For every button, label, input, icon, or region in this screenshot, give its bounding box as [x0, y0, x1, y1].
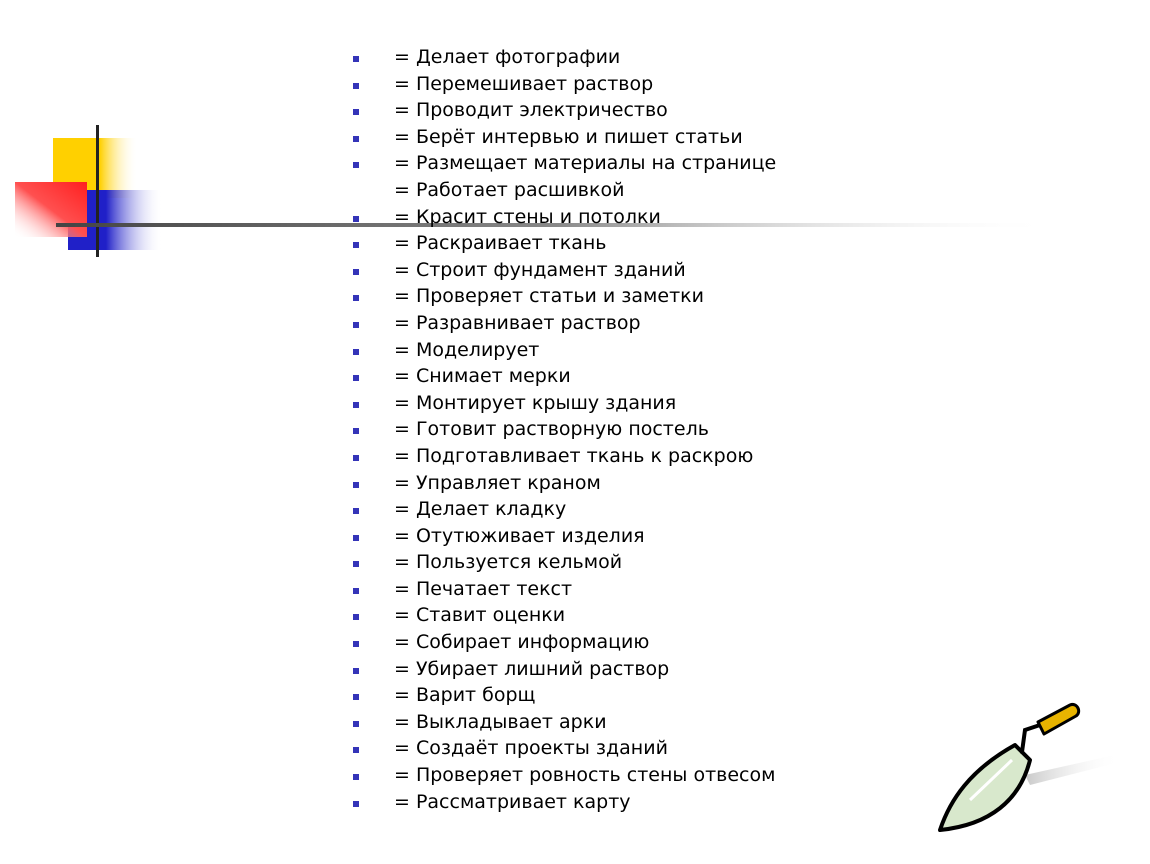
bullet-icon — [353, 535, 359, 541]
list-item-text: = Убирает лишний раствор — [394, 657, 670, 680]
list-item — [350, 390, 776, 417]
list-item — [350, 443, 776, 470]
list-item — [350, 523, 776, 550]
list-item-text: = Рассматривает карту — [394, 790, 631, 813]
bullet-icon — [353, 56, 359, 62]
list-item — [350, 310, 776, 337]
list-item-text: = Делает фотографии — [394, 46, 621, 68]
bullet-icon — [353, 774, 359, 780]
list-item-text: = Выкладывает арки — [394, 710, 607, 733]
list-item-text: = Работает расшивкой — [394, 178, 625, 201]
list-item — [350, 789, 776, 816]
list-item-text: = Делает кладку — [394, 498, 567, 521]
bullet-icon — [353, 242, 359, 248]
deco-red-square — [15, 182, 87, 237]
list-item — [350, 337, 776, 364]
bullet-icon — [353, 269, 359, 275]
list-item-text: = Берёт интервью и пишет статьи — [394, 125, 743, 148]
bullet-icon — [353, 561, 359, 567]
bullet-icon — [353, 216, 359, 222]
bullet-icon — [353, 588, 359, 594]
bullet-icon — [353, 668, 359, 674]
list-item-text: = Разравнивает раствор — [394, 311, 641, 334]
bullet-icon — [353, 614, 359, 620]
list-item-text: = Раскраивает ткань — [394, 232, 607, 255]
list-item-text: = Печатает текст — [394, 577, 573, 600]
list-item — [350, 549, 776, 576]
bullet-icon — [353, 83, 359, 89]
bullet-icon — [353, 455, 359, 461]
list-item-text: = Проверяет статьи и заметки — [394, 285, 704, 308]
trowel-icon — [930, 700, 1130, 840]
bullet-icon — [353, 162, 359, 168]
list-item-text: = Ставит оценки — [394, 604, 566, 627]
list-item-text: = Подготавливает ткань к раскрою — [394, 444, 754, 467]
bullet-icon — [353, 109, 359, 115]
list-item-text: = Готовит растворную постель — [394, 418, 709, 441]
bullet-icon — [353, 322, 359, 328]
bullet-icon — [353, 482, 359, 488]
list-item-text: = Собирает информацию — [394, 631, 650, 654]
list-item-text: = Моделирует — [394, 338, 540, 361]
bullet-icon — [353, 136, 359, 142]
list-item-text: = Управляет краном — [394, 471, 601, 494]
list-item-text: = Проверяет ровность стены отвесом — [394, 764, 776, 787]
bullet-list — [350, 44, 776, 815]
list-item — [350, 150, 776, 203]
bullet-icon — [353, 428, 359, 434]
bullet-icon — [353, 349, 359, 355]
bullet-icon — [353, 747, 359, 753]
bullet-icon — [353, 721, 359, 727]
bullet-icon — [353, 375, 359, 381]
list-item-text: = Размещает материалы на странице — [394, 152, 777, 175]
list-item-text: = Проводит электричество — [394, 99, 668, 122]
list-item — [350, 257, 776, 284]
list-item — [350, 682, 776, 709]
list-item — [350, 363, 776, 390]
bullet-icon — [353, 694, 359, 700]
list-item — [350, 496, 776, 523]
deco-vertical-line — [96, 125, 99, 257]
bullet-icon — [353, 402, 359, 408]
list-item-text: = Варит борщ — [394, 684, 536, 707]
list-item-text: = Отутюживает изделия — [394, 524, 645, 547]
list-item — [350, 762, 776, 789]
list-item — [350, 576, 776, 603]
list-item — [350, 416, 776, 443]
bullet-icon — [353, 508, 359, 514]
bullet-icon — [353, 801, 359, 807]
list-item-text: = Монтирует крышу здания — [394, 391, 677, 414]
list-item — [350, 629, 776, 656]
list-item-text: = Красит стены и потолки — [394, 205, 661, 228]
list-item — [350, 230, 776, 257]
list-item-text: = Пользуется кельмой — [394, 551, 623, 574]
list-item — [350, 44, 776, 71]
list-item-text: = Снимает мерки — [394, 365, 571, 388]
list-item — [350, 124, 776, 151]
list-item — [350, 709, 776, 736]
list-item — [350, 656, 776, 683]
list-item — [350, 97, 776, 124]
list-item-text: = Создаёт проекты зданий — [394, 737, 668, 760]
list-item — [350, 602, 776, 629]
bullet-icon — [353, 295, 359, 301]
list-item-text: = Строит фундамент зданий — [394, 258, 686, 281]
list-item — [350, 735, 776, 762]
list-item — [350, 470, 776, 497]
bullet-icon — [353, 641, 359, 647]
list-item-text: = Перемешивает раствор — [394, 72, 654, 95]
list-item — [350, 204, 776, 231]
list-item — [350, 71, 776, 98]
list-item — [350, 283, 776, 310]
